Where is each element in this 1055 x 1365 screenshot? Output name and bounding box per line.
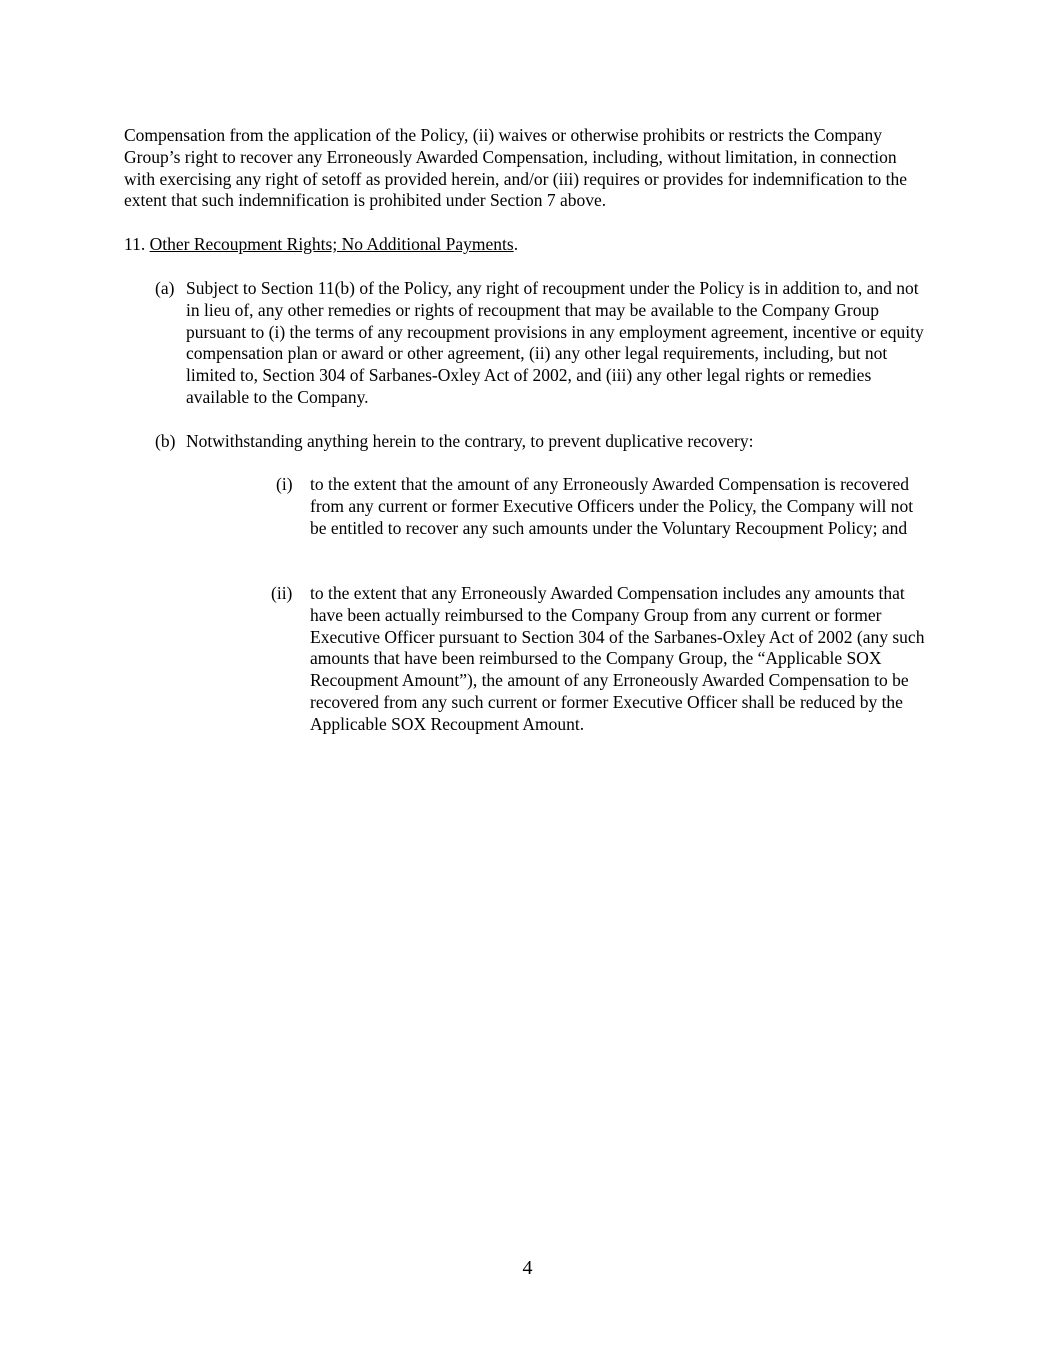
section-title-period: .	[513, 234, 519, 254]
sub-item-label: (i)	[276, 474, 293, 494]
section-number: 11.	[124, 234, 146, 254]
list-item-b	[155, 431, 935, 455]
continuation-paragraph: Compensation from the application of the Policy, (ii) waives or otherwise prohibits or restricts the Company Group’s right to recover any Erroneously Awarded Compensation, including, without limitation, in connection with exercising any right of setoff as provided herein, and/or (iii) requires or provides for indemnification to the extent that such indemnification is prohibited under Section 7 above.	[124, 125, 908, 211]
page-number: 4	[522, 1257, 533, 1279]
sub-item-ii	[271, 583, 939, 738]
section-heading	[124, 234, 518, 256]
section-title: Other Recoupment Rights; No Additional Payments	[149, 234, 514, 254]
sub-item-label: (ii)	[271, 583, 293, 603]
list-item-text: Notwithstanding anything herein to the contrary, to prevent duplicative recovery:	[186, 431, 754, 451]
list-item-text: Subject to Section 11(b) of the Policy, any right of recoupment under the Policy is in addition to, and not in lieu of, any other remedies or rights of recoupment that may be available to the Company Group pursuant to (i) the terms of any recoupment provisions in any employment agreement, incentive or equity compensation plan or award or other agreement, (ii) any other legal requirements, including, but not limited to, Section 304 of Sarbanes-Oxley Act of 2002, and (iii) any other legal rights or remedies available to the Company.	[186, 278, 924, 407]
list-item-label: (b)	[155, 431, 176, 451]
sub-item-text: to the extent that the amount of any Erroneously Awarded Compensation is recovered from any current or former Executive Officers under the Policy, the Company will not be entitled to recover any such amounts under the Voluntary Recoupment Policy; and	[310, 474, 914, 538]
sub-item-text: to the extent that any Erroneously Awarded Compensation includes any amounts that have been actually reimbursed to the Company Group from any current or former Executive Officer pursuant to Section 304 of the Sarbanes-Oxley Act of 2002 (any such amounts that have been reimbursed to the Company Group, the “Applicable SOX Recoupment Amount”), the amount of any Erroneously Awarded Compensation to be recovered from any such current or former Executive Officer shall be reduced by the Applicable SOX Recoupment Amount.	[310, 583, 925, 734]
sub-item-i	[276, 474, 936, 564]
list-item-label: (a)	[155, 278, 175, 298]
list-item-a	[155, 278, 935, 410]
